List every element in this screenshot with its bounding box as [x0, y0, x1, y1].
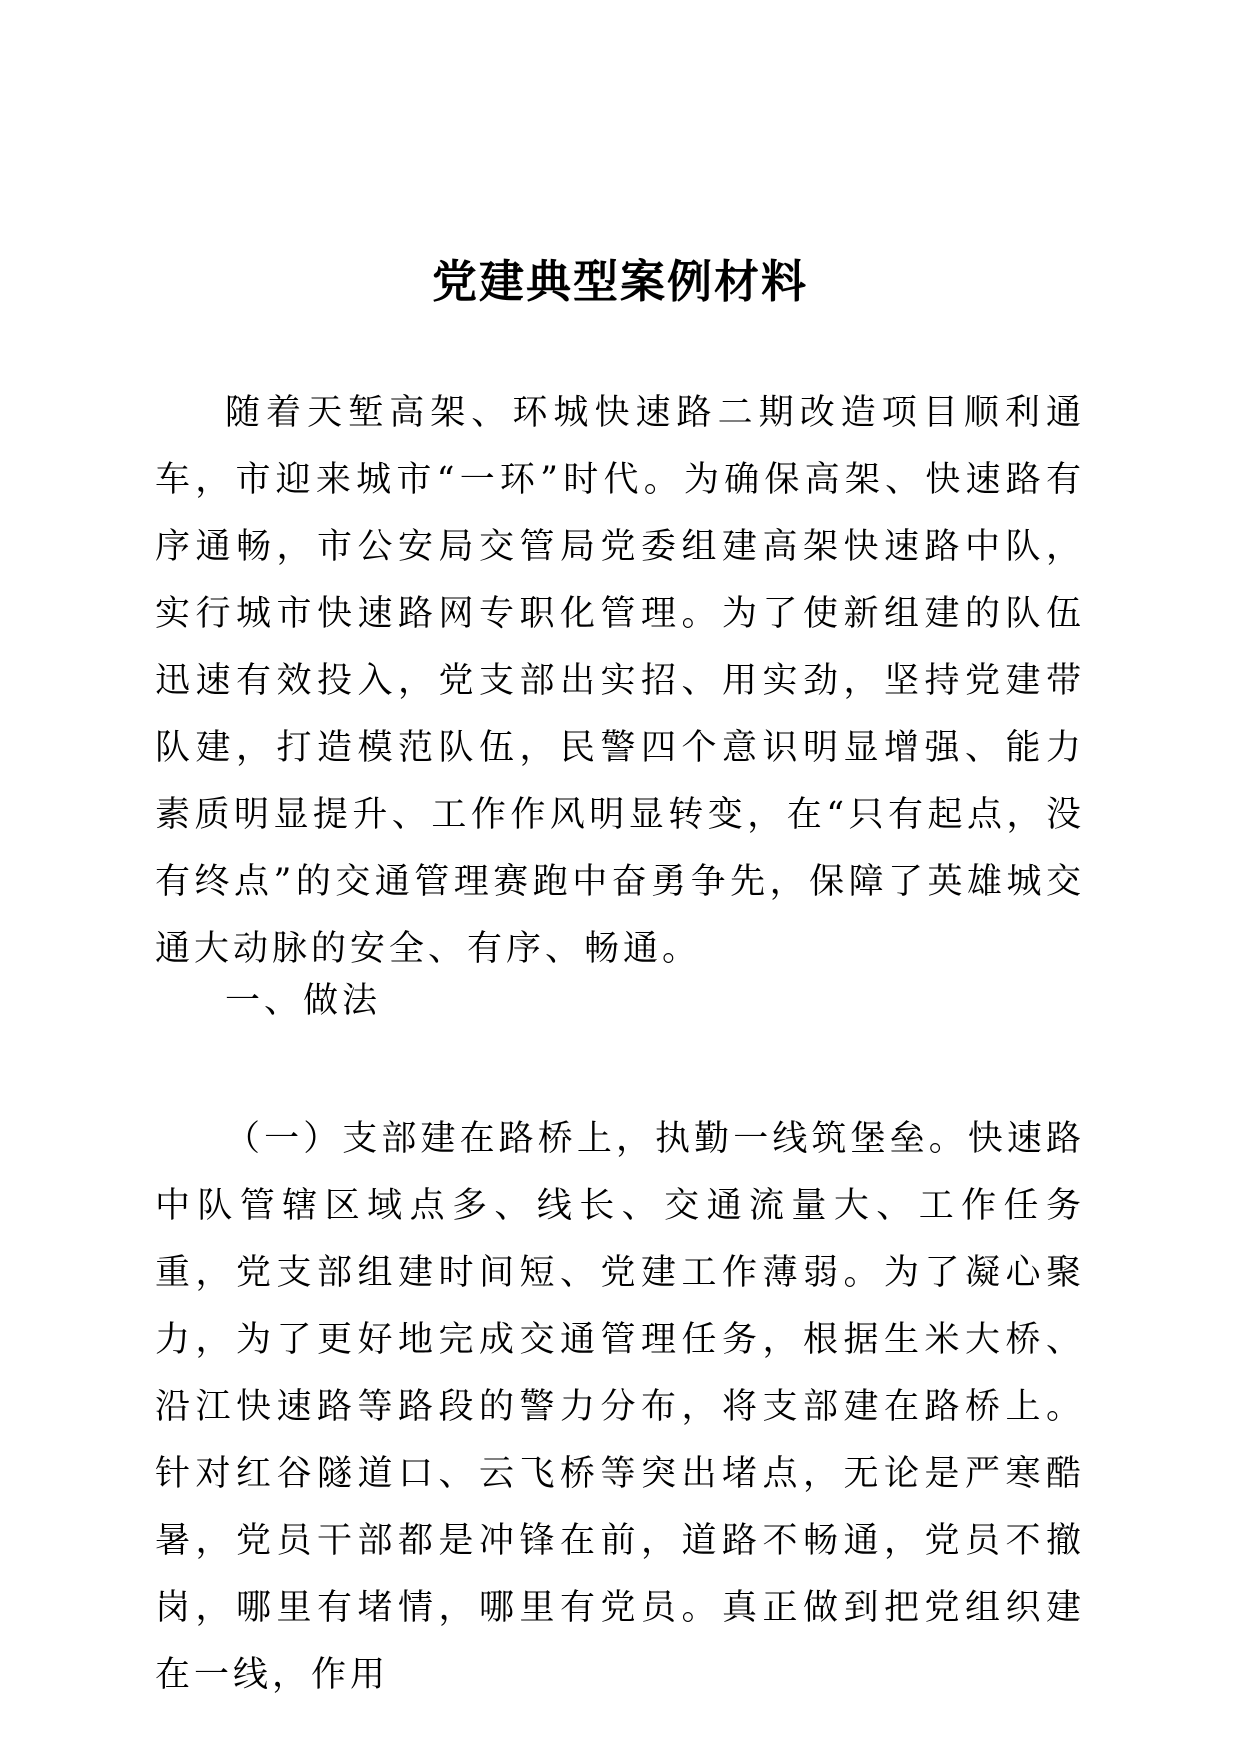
intro-paragraph: 随着天堑高架、环城快速路二期改造项目顺利通车，市迎来城市“一环”时代。为确保高架、快速路有序通畅，市公安局交管局党委组建高架快速路中队，实行城市快速路网专职化管理。为了使新组建的队伍迅速有效投入，党支部出实招、用实劲，坚持党建带队建，打造模范队伍，民警四个意识明显增强、能力素质明显提升、工作作风明显转变，在“只有起点，没有终点”的交通管理赛跑中奋勇争先，保障了英雄城交通大动脉的安全、有序、畅通。	[155, 393, 1085, 969]
section-heading: 一、做法	[225, 981, 382, 1021]
document-title: 党建典型案例材料	[431, 255, 808, 309]
section-one-paragraph: （一）支部建在路桥上，执勤一线筑堡垒。快速路中队管辖区域点多、线长、交通流量大、工作任务重，党支部组建时间短、党建工作薄弱。为了凝心聚力，为了更好地完成交通管理任务，根据生米大桥、沿江快速路等路段的警力分布，将支部建在路桥上。针对红谷隧道口、云飞桥等突出堵点，无论是严寒酷暑，党员干部都是冲锋在前，道路不畅通，党员不撤岗，哪里有堵情，哪里有党员。真正做到把党组织建在一线，作用	[155, 1119, 1085, 1695]
